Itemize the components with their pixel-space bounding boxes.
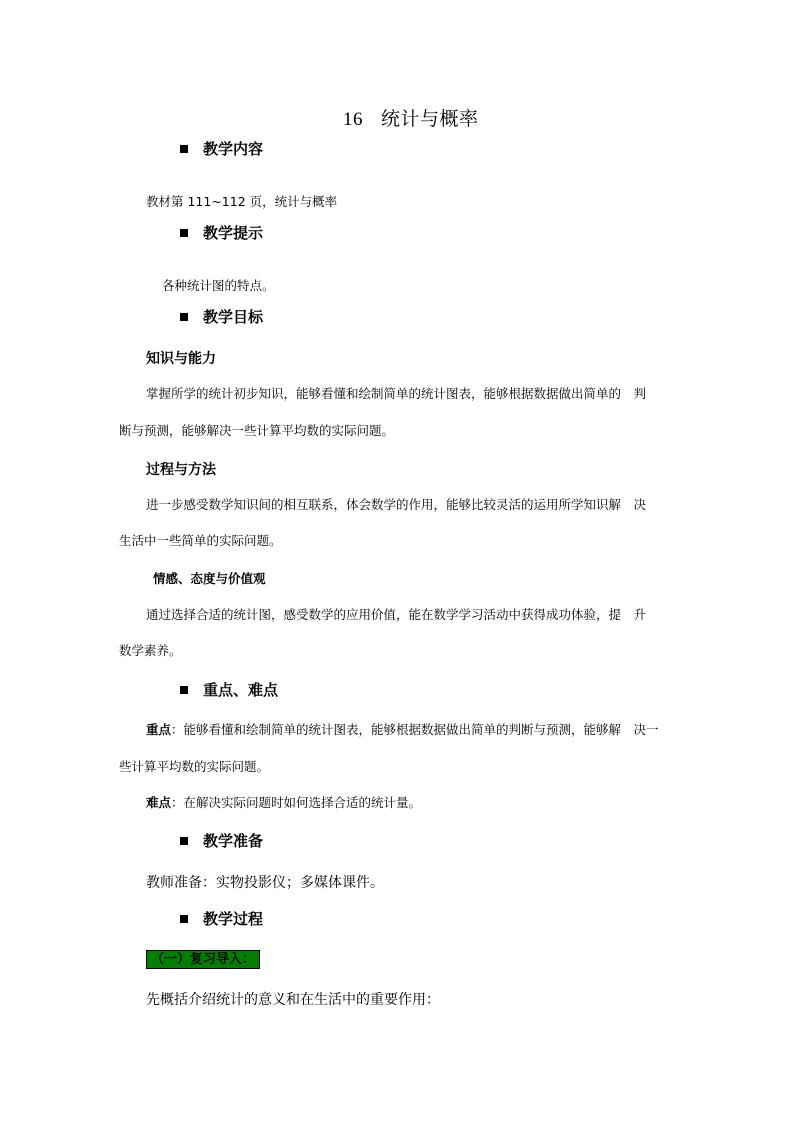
process-line-1: 进一步感受数学知识间的相互联系，体会数学的作用，能够比较灵活的运用所学知识解 决 (146, 497, 647, 512)
section-heading-content (180, 138, 263, 159)
section-heading-key (180, 679, 278, 700)
lesson-number: 16 (343, 109, 363, 130)
section-heading-goal (180, 306, 263, 327)
key-text: ：能够看懂和绘制简单的统计图表，能够根据数据做出简单的判断与预测，能够解 决一 (171, 722, 659, 737)
section-label: 重点、难点 (203, 681, 279, 699)
prep-text: 教师准备：实物投影仪；多媒体课件。 (146, 875, 384, 891)
review-label-box (146, 948, 260, 967)
square-bullet-icon (180, 686, 188, 694)
section-heading-teach-process (180, 908, 263, 929)
review-label: （一）复习导入： (146, 950, 260, 969)
review-text: 先概括介绍统计的意义和在生活中的重要作用： (146, 992, 440, 1008)
section-label: 教学内容 (203, 140, 264, 158)
difficulty-line (146, 793, 421, 811)
square-bullet-icon (180, 837, 188, 845)
subheading-knowledge: 知识与能力 (146, 351, 216, 367)
key-line-2: 些计算平均数的实际问题。 (119, 759, 270, 774)
subheading-process: 过程与方法 (146, 462, 216, 478)
difficulty-label: 难点 (146, 795, 172, 810)
knowledge-line-1: 掌握所学的统计初步知识，能够看懂和绘制简单的统计图表，能够根据数据做出简单的 判 (146, 386, 647, 401)
key-line-1 (146, 720, 659, 738)
content-text: 教材第 111~112 页，统计与概率 (146, 194, 338, 209)
hint-text: 各种统计图的特点。 (162, 278, 275, 293)
section-label: 教学过程 (203, 910, 264, 928)
difficulty-text: ：在解决实际问题时如何选择合适的统计量。 (171, 795, 422, 810)
page-title (343, 104, 479, 131)
section-label: 教学提示 (203, 224, 264, 242)
section-label: 教学准备 (203, 832, 264, 850)
square-bullet-icon (180, 915, 188, 923)
emotion-line-2: 数学素养。 (119, 643, 182, 658)
section-heading-hint (180, 222, 263, 243)
square-bullet-icon (180, 313, 188, 321)
lesson-title: 统计与概率 (381, 108, 479, 130)
emotion-line-1: 通过选择合适的统计图，感受数学的应用价值，能在数学学习活动中获得成功体验，提 升 (146, 607, 647, 622)
key-label: 重点 (146, 722, 172, 737)
subheading-emotion: 情感、态度与价值观 (153, 571, 266, 586)
section-label: 教学目标 (203, 308, 264, 326)
knowledge-line-2: 断与预测，能够解决一些计算平均数的实际问题。 (119, 423, 395, 438)
square-bullet-icon (180, 229, 188, 237)
section-heading-prep (180, 830, 263, 851)
process-line-2: 生活中一些简单的实际问题。 (119, 533, 282, 548)
square-bullet-icon (180, 145, 188, 153)
